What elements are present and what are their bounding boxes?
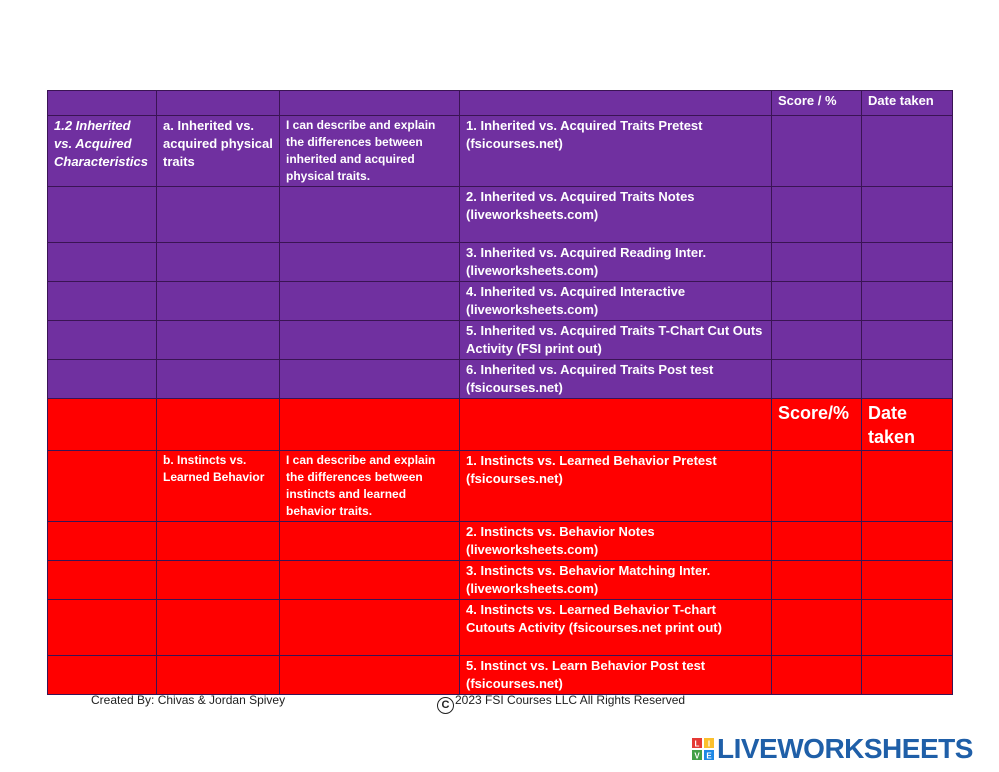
table-row (48, 282, 953, 321)
table-row (48, 243, 953, 282)
subtopic-cell: a. Inherited vs. acquired physical traits (157, 116, 280, 187)
date-cell[interactable] (862, 116, 953, 187)
date-header: Date taken (862, 91, 953, 116)
task-cell[interactable]: 5. Instinct vs. Learn Behavior Post test (fsicourses.net) (460, 656, 772, 695)
score-cell[interactable] (772, 243, 862, 282)
task-cell[interactable]: 1. Instincts vs. Learned Behavior Pretest (fsicourses.net) (460, 451, 772, 522)
date-cell[interactable] (862, 282, 953, 321)
copyright-icon: C (437, 697, 454, 714)
score-cell[interactable] (772, 360, 862, 399)
learning-goal-cell: I can describe and explain the differences between instincts and learned behavior traits. (280, 451, 460, 522)
table-row (48, 116, 953, 187)
copyright-text (437, 693, 685, 714)
date-cell[interactable] (862, 656, 953, 695)
table-row (48, 360, 953, 399)
task-cell[interactable]: 6. Inherited vs. Acquired Traits Post test (fsicourses.net) (460, 360, 772, 399)
svg-text:L: L (694, 739, 700, 749)
score-cell[interactable] (772, 282, 862, 321)
brand-name: LIVEWORKSHEETS (717, 733, 973, 764)
score-cell[interactable] (772, 451, 862, 522)
header-row (48, 91, 953, 116)
copyright-label: 2023 FSI Courses LLC All Rights Reserved (455, 693, 686, 707)
date-header: Date taken (862, 399, 953, 451)
date-cell[interactable] (862, 451, 953, 522)
date-cell[interactable] (862, 600, 953, 656)
score-cell[interactable] (772, 187, 862, 243)
score-cell[interactable] (772, 561, 862, 600)
date-cell[interactable] (862, 561, 953, 600)
score-cell[interactable] (772, 522, 862, 561)
task-cell[interactable]: 3. Inherited vs. Acquired Reading Inter. (liveworksheets.com) (460, 243, 772, 282)
task-cell[interactable]: 2. Inherited vs. Acquired Traits Notes (liveworksheets.com) (460, 187, 772, 243)
date-cell[interactable] (862, 522, 953, 561)
task-cell[interactable]: 4. Instincts vs. Learned Behavior T-chart Cutouts Activity (fsicourses.net print out) (460, 600, 772, 656)
score-cell[interactable] (772, 656, 862, 695)
topic-cell: 1.2 Inherited vs. Acquired Characteristics (48, 116, 157, 187)
task-cell[interactable]: 5. Inherited vs. Acquired Traits T-Chart Cut Outs Activity (FSI print out) (460, 321, 772, 360)
task-cell[interactable]: 4. Inherited vs. Acquired Interactive (liveworksheets.com) (460, 282, 772, 321)
subtopic-cell: b. Instincts vs. Learned Behavior (157, 451, 280, 522)
header-row (48, 399, 953, 451)
date-cell[interactable] (862, 243, 953, 282)
svg-text:V: V (694, 751, 700, 760)
score-cell[interactable] (772, 600, 862, 656)
score-header: Score/% (772, 399, 862, 451)
date-cell[interactable] (862, 187, 953, 243)
score-cell[interactable] (772, 321, 862, 360)
date-cell[interactable] (862, 360, 953, 399)
task-cell[interactable]: 1. Inherited vs. Acquired Traits Pretest (fsicourses.net) (460, 116, 772, 187)
date-cell[interactable] (862, 321, 953, 360)
table-row (48, 656, 953, 695)
score-header: Score / % (772, 91, 862, 116)
credits-text: Created By: Chivas & Jordan Spivey (91, 693, 286, 707)
liveworksheets-logo[interactable] (692, 733, 973, 765)
table-row (48, 451, 953, 522)
worksheet-table (47, 90, 953, 695)
table-row (48, 600, 953, 656)
table-row (48, 321, 953, 360)
liveworksheets-logo-icon (692, 738, 714, 760)
svg-text:I: I (707, 739, 711, 749)
learning-goal-cell: I can describe and explain the differences between inherited and acquired physical traits. (280, 116, 460, 187)
score-cell[interactable] (772, 116, 862, 187)
task-cell[interactable]: 2. Instincts vs. Behavior Notes (liveworksheets.com) (460, 522, 772, 561)
table-row (48, 522, 953, 561)
svg-text:E: E (706, 751, 712, 760)
table-row (48, 561, 953, 600)
table-row (48, 187, 953, 243)
task-cell[interactable]: 3. Instincts vs. Behavior Matching Inter. (liveworksheets.com) (460, 561, 772, 600)
